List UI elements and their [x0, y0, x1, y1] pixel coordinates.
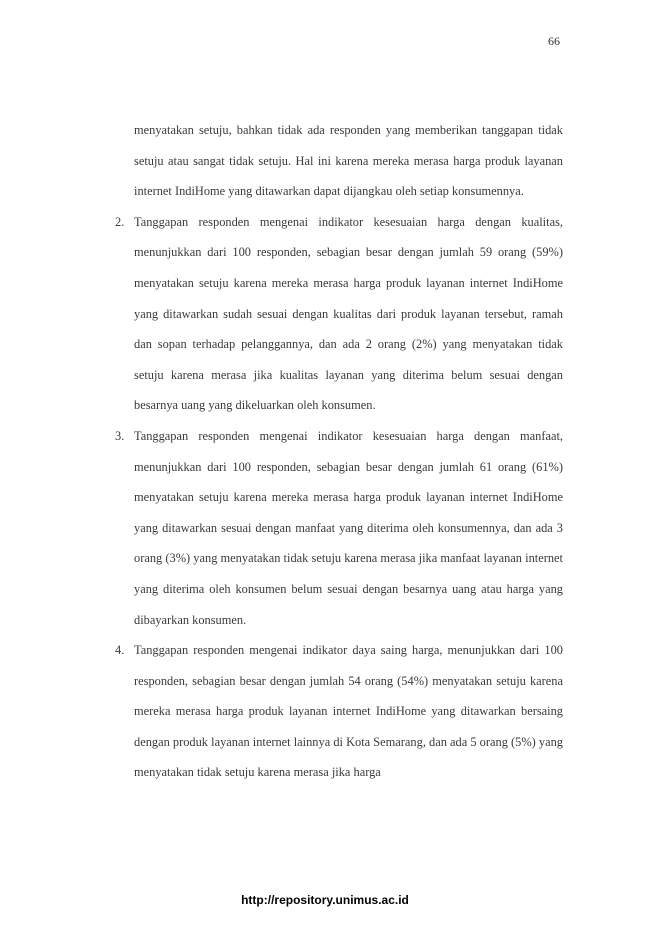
list-item-4	[115, 635, 563, 788]
document-body	[115, 115, 563, 788]
list-text: Tanggapan responden mengenai indikator kesesuaian harga dengan kualitas, menunjukkan dari 100 responden, sebagian besar dengan jumlah 59 orang (59%) menyatakan setuju karena mereka merasa harga produk layanan internet IndiHome yang ditawarkan sudah sesuai dengan kualitas dari produk layanan tersebut, ramah dan sopan terhadap pelanggannya, dan ada 2 orang (2%) yang menyatakan tidak setuju karena merasa jika kualitas layanan yang diterima belum sesuai dengan besarnya uang yang dikeluarkan oleh konsumen.	[134, 214, 563, 413]
list-text: Tanggapan responden mengenai indikator kesesuaian harga dengan manfaat, menunjukkan dari 100 responden, sebagian besar dengan jumlah 61 orang (61%) menyatakan setuju karena mereka merasa harga produk layanan internet IndiHome yang ditawarkan sesuai dengan manfaat yang diterima oleh konsumennya, dan ada 3 orang (3%) yang menyatakan tidak setuju karena merasa jika manfaat layanan internet yang diterima oleh konsumen belum sesuai dengan besarnya uang atau harga yang dibayarkan konsumen.	[134, 428, 563, 627]
list-item-3	[115, 421, 563, 635]
list-item-2	[115, 207, 563, 421]
list-number: 2.	[115, 214, 125, 229]
page-number: 66	[548, 34, 560, 48]
list-number: 3.	[115, 428, 125, 443]
continuation-paragraph: menyatakan setuju, bahkan tidak ada responden yang memberikan tanggapan tidak setuju atau sangat tidak setuju. Hal ini karena mereka merasa harga produk layanan internet IndiHome yang ditawarkan dapat dijangkau oleh setiap konsumennya.	[134, 123, 563, 199]
list-text: Tanggapan responden mengenai indikator daya saing harga, menunjukkan dari 100 responden, sebagian besar dengan jumlah 54 orang (54%) menyatakan setuju karena mereka merasa harga produk layanan internet IndiHome yang ditawarkan bersaing dengan produk layanan internet lainnya di Kota Semarang, dan ada 5 orang (5%) yang menyatakan tidak setuju karena merasa jika harga	[134, 643, 563, 780]
list-number: 4.	[115, 643, 125, 658]
footer-url: http://repository.unimus.ac.id	[241, 893, 409, 907]
